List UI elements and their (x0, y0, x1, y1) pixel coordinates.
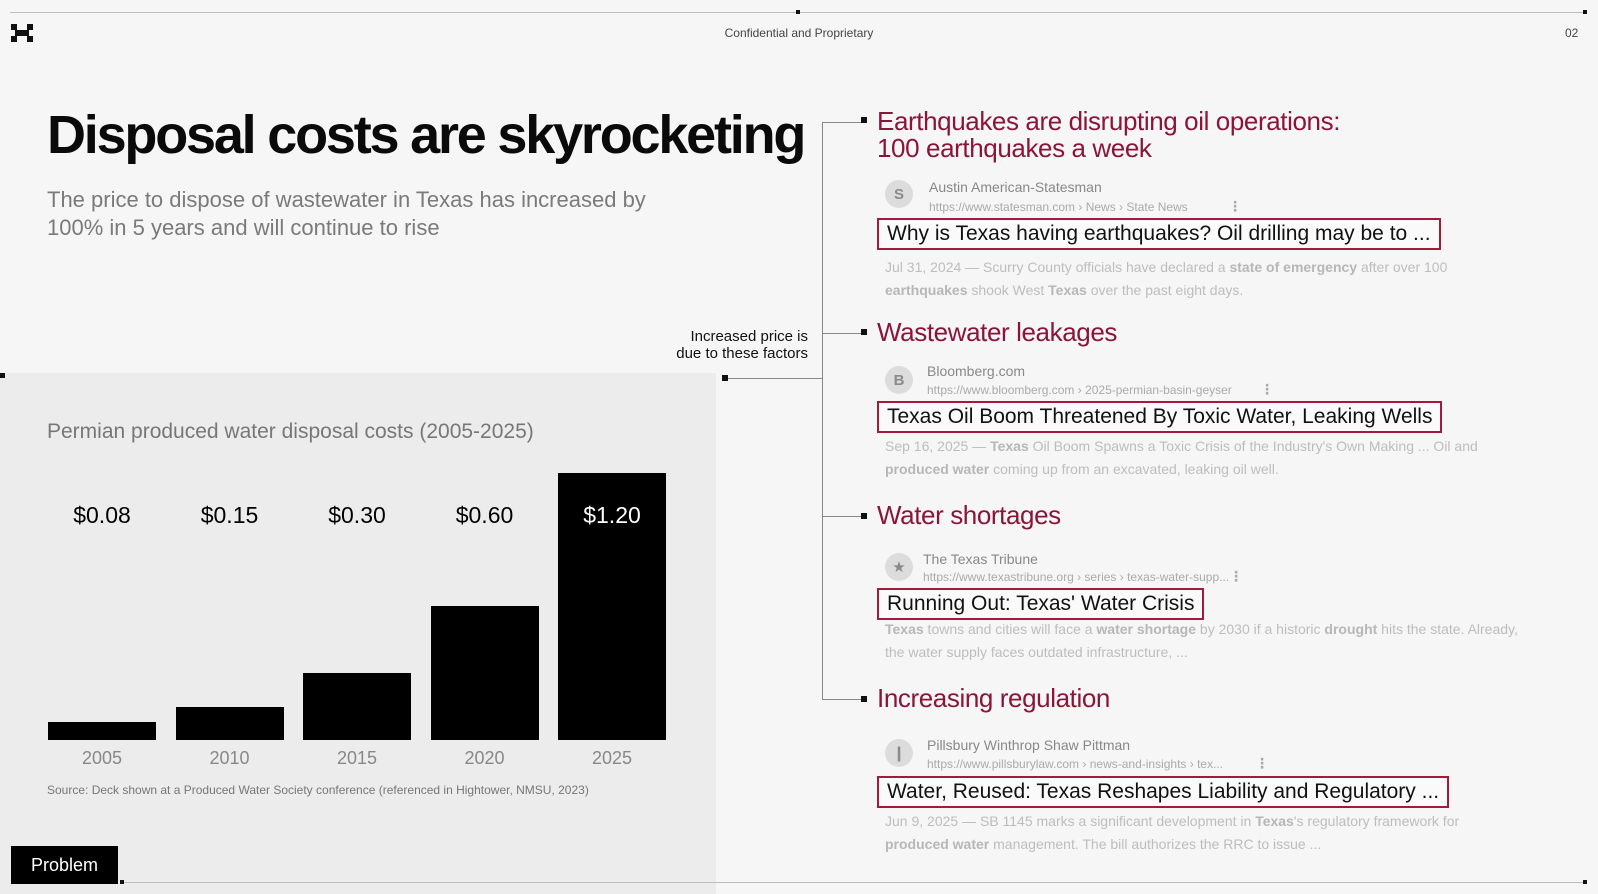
x-tick-label: 2020 (464, 748, 505, 768)
confidential-label: Confidential and Proprietary (724, 26, 874, 40)
bar-value-label: $1.20 (583, 502, 641, 528)
result-headline[interactable]: Running Out: Texas' Water Crisis (877, 588, 1204, 620)
top-rule-end-dot (1583, 10, 1587, 14)
x-tick-label: 2010 (209, 748, 250, 768)
branch-2 (822, 333, 861, 334)
more-vertical-icon[interactable]: ⋮ (1228, 198, 1242, 214)
result-site-name: Bloomberg.com (927, 363, 1026, 379)
bloomberg-favicon-icon: B (885, 366, 913, 394)
bullet-3 (861, 513, 867, 519)
connector-line (728, 378, 823, 379)
snippet-line1: Texas towns and cities will face a water shortage by 2030 if a historic drought hits the state. Already, (885, 621, 1518, 637)
factor-note (600, 328, 808, 362)
top-rule-center-dot (796, 10, 800, 14)
bar-2005 (48, 722, 156, 740)
bottom-rule (122, 882, 1585, 883)
bar-value-label: $0.30 (328, 502, 386, 528)
slide-subtitle: The price to dispose of wastewater in Texas has increased by 100% in 5 years and will continue to rise (47, 187, 646, 240)
bottom-rule-end-dot (1583, 880, 1587, 884)
bar-value-label: $0.15 (200, 502, 259, 528)
result-headline[interactable]: Texas Oil Boom Threatened By Toxic Water, Leaking Wells (877, 401, 1442, 433)
bullet-4 (861, 696, 867, 702)
result-snippet (885, 435, 1525, 481)
x-tick-label: 2025 (591, 748, 633, 768)
slide-title: Disposal costs are skyrocketing (47, 105, 805, 165)
factor-note-line1: Increased price is (690, 328, 808, 345)
more-vertical-icon[interactable]: ⋮ (1255, 755, 1269, 771)
x-tick-label: 2005 (81, 748, 123, 768)
factor-title-line1: Increasing regulation (877, 683, 1110, 713)
statesman-favicon-icon: S (885, 180, 913, 208)
panel-corner-dot (0, 373, 5, 378)
snippet-line2: earthquakes shook West Texas over the past eight days. (885, 282, 1244, 298)
snippet-line1: Jun 9, 2025 — SB 1145 marks a significant development in Texas's regulatory framework for (885, 813, 1460, 829)
factor-regulation-title (877, 685, 1110, 712)
bar-2015 (303, 673, 411, 740)
factor-title-line2: 100 earthquakes a week (877, 133, 1152, 163)
more-vertical-icon[interactable]: ⋮ (1229, 568, 1243, 584)
factor-note-line2: due to these factors (676, 345, 808, 362)
bar-value-label: $0.08 (73, 502, 131, 528)
result-url[interactable]: https://www.texastribune.org › series › texas-water-supp... (923, 570, 1230, 584)
branch-3 (822, 516, 861, 517)
bar-2010 (176, 707, 284, 740)
tribune-favicon-icon: ★ (885, 553, 913, 581)
section-label-problem[interactable]: Problem (11, 846, 118, 884)
bullet-1 (861, 117, 867, 123)
x-tick-label: 2015 (336, 748, 378, 768)
page-number: 02 (1565, 26, 1579, 40)
more-vertical-icon[interactable]: ⋮ (1260, 381, 1274, 397)
result-url[interactable]: https://www.pillsburylaw.com › news-and-insights › tex... (927, 757, 1224, 771)
snippet-line2: the water supply faces outdated infrastructure, ... (885, 644, 1188, 660)
result-url[interactable]: https://www.statesman.com › News › State News (929, 200, 1188, 214)
chart-title: Permian produced water disposal costs (2005-2025) (47, 420, 534, 443)
result-url[interactable]: https://www.bloomberg.com › 2025-permian-basin-geyser (927, 383, 1232, 397)
chart-source: Source: Deck shown at a Produced Water Society conference (referenced in Hightower, NMSU, 2023) (47, 783, 589, 797)
factor-earthquakes-title (877, 108, 1340, 162)
result-snippet (885, 618, 1525, 664)
bar-2020 (431, 606, 539, 740)
bottom-rule-start-dot (120, 880, 124, 884)
snippet-line2: produced water coming up from an excavated, leaking oil well. (885, 461, 1279, 477)
bar-value-label: $0.60 (455, 502, 514, 528)
pillsbury-favicon-icon: ❙ (885, 739, 913, 767)
factor-title-line1: Water shortages (877, 500, 1061, 530)
factor-leakages-title (877, 319, 1117, 346)
snippet-line1: Sep 16, 2025 — Texas Oil Boom Spawns a Toxic Crisis of the Industry's Own Making ... Oil and (885, 438, 1478, 454)
result-snippet (885, 256, 1525, 302)
factor-title-line1: Wastewater leakages (877, 317, 1117, 347)
result-site-name: The Texas Tribune (923, 551, 1038, 567)
factor-title-line1: Earthquakes are disrupting oil operations: (877, 106, 1341, 136)
snippet-line1: Jul 31, 2024 — Scurry County officials have declared a state of emergency after over 100 (885, 259, 1448, 275)
snippet-line2: produced water management. The bill authorizes the RRC to issue ... (885, 836, 1322, 852)
branch-4 (822, 699, 861, 700)
bullet-2 (861, 329, 867, 335)
branch-1 (822, 122, 861, 123)
result-site-name: Pillsbury Winthrop Shaw Pittman (927, 737, 1131, 753)
connector-spine (822, 122, 823, 700)
result-headline[interactable]: Why is Texas having earthquakes? Oil drilling may be to ... (877, 218, 1441, 250)
result-site-name: Austin American-Statesman (929, 179, 1102, 195)
result-snippet (885, 810, 1525, 856)
result-headline[interactable]: Water, Reused: Texas Reshapes Liability and Regulatory ... (877, 776, 1449, 808)
factor-shortages-title (877, 502, 1061, 529)
